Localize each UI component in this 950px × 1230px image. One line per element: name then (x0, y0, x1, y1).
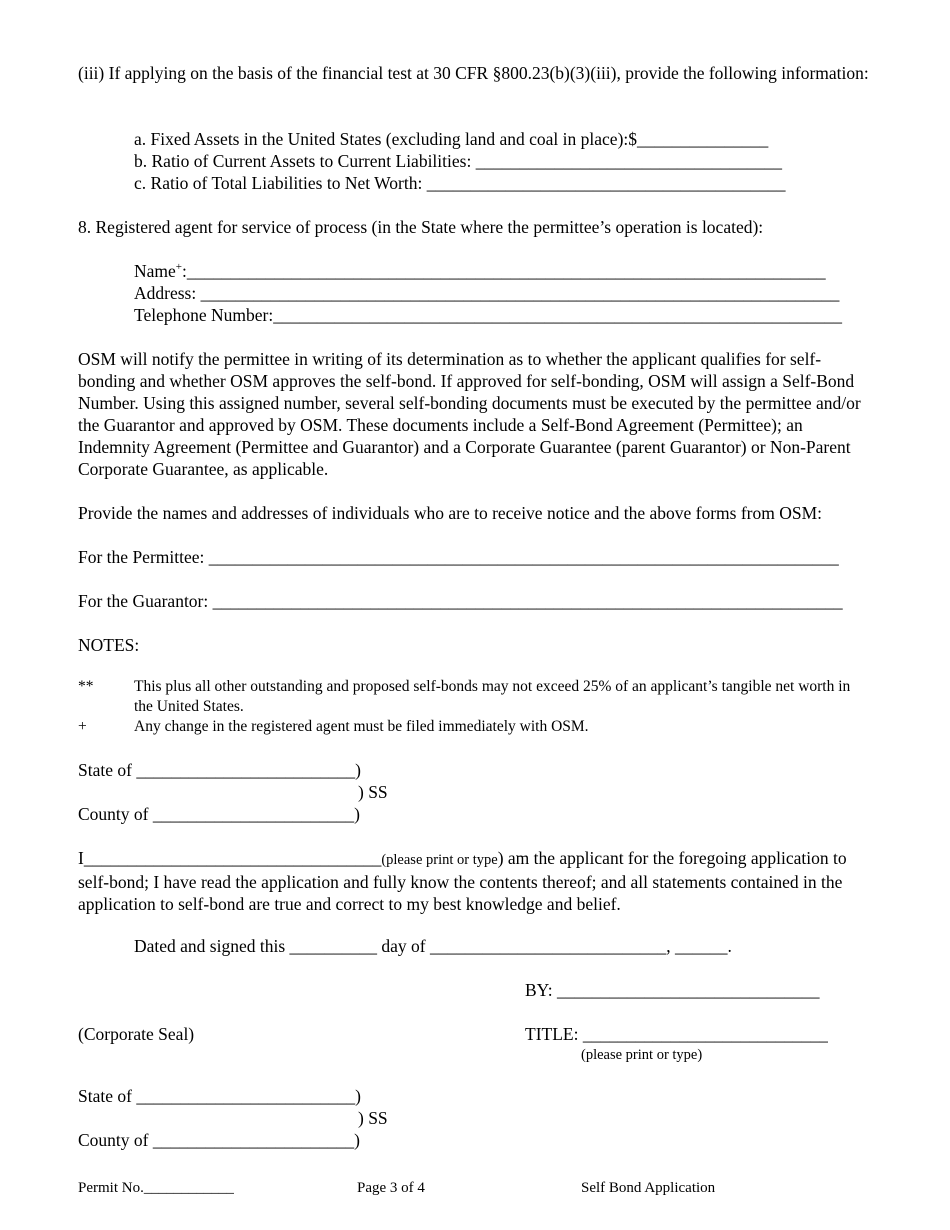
note-marker-2: + (78, 718, 87, 735)
note-text-2: Any change in the registered agent must be filed immediately with OSM. (134, 718, 589, 735)
venue2-county-field[interactable]: County of _______________________) (78, 1130, 360, 1150)
affidavit-text: ) am the applicant for the foregoing application to self-bond; I have read the application and fully know the contents thereof; and all statements contained in the application to self-bond are true and correct to my best knowledge and belief. (78, 848, 847, 914)
agent-name-line: :_________________________________________________________________________ (182, 261, 826, 281)
note-marker-1: ** (78, 678, 94, 695)
agent-name-sup: + (175, 261, 183, 274)
venue1-ss: ) SS (358, 782, 388, 802)
venue2-ss: ) SS (358, 1108, 388, 1128)
affidavit-paragraph (78, 847, 874, 915)
applicant-name-field[interactable]: I__________________________________ (78, 848, 382, 868)
venue1-state-field[interactable]: State of _________________________) (78, 760, 361, 780)
footer-page-number: Page 3 of 4 (357, 1180, 425, 1196)
osm-paragraph: OSM will notify the permittee in writing of its determination as to whether the applicant qualifies for self-bonding and whether OSM approves the self-bond. If approved for self-bonding, OSM will assign a Self-Bond Number. Using this assigned number, several self-bonding documents must be executed by the permittee and/or the Guarantor and approved by OSM. These documents include a Self-Bond Agreement (Permittee); an Indemnity Agreement (Permittee and Guarantor) and a Corporate Guarantee (parent Guarantor) or Non-Parent Corporate Guarantee, as applicable. (78, 349, 861, 479)
provide-names-text: Provide the names and addresses of individuals who are to receive notice and the above forms from OSM: (78, 503, 823, 523)
dated-signed-field[interactable]: Dated and signed this __________ day of ___________________________, ______. (134, 936, 732, 956)
item-8-heading: 8. Registered agent for service of process (in the State where the permittee’s operation is located): (78, 217, 764, 237)
agent-name-field[interactable] (134, 260, 826, 282)
current-ratio-field[interactable]: b. Ratio of Current Assets to Current Liabilities: ___________________________________ (134, 151, 782, 171)
item-iii-intro: (iii) If applying on the basis of the financial test at 30 CFR §800.23(b)(3)(iii), provide the following information: (78, 63, 869, 83)
footer-doc-title: Self Bond Application (581, 1180, 716, 1196)
note-text-1: This plus all other outstanding and proposed self-bonds may not exceed 25% of an applicant’s tangible net worth in the United States. (134, 678, 851, 715)
corporate-seal-label: (Corporate Seal) (78, 1024, 195, 1044)
notes-heading: NOTES: (78, 635, 140, 655)
fixed-assets-field[interactable]: a. Fixed Assets in the United States (excluding land and coal in place):$_______________ (134, 129, 769, 149)
footer-permit-no: Permit No.____________ (78, 1180, 234, 1196)
title-field[interactable]: TITLE: ____________________________ (525, 1024, 828, 1044)
print-type-note: (please print or type (381, 852, 498, 868)
agent-name-label: Name (134, 261, 176, 281)
by-field[interactable]: BY: ______________________________ (525, 980, 820, 1000)
venue2-state-field[interactable]: State of _________________________) (78, 1086, 361, 1106)
liabilities-networth-field[interactable]: c. Ratio of Total Liabilities to Net Worth: _________________________________________ (134, 173, 786, 193)
title-note: (please print or type) (581, 1047, 703, 1063)
for-permittee-field[interactable]: For the Permittee: ________________________________________________________________________ (78, 547, 839, 567)
agent-telephone-field[interactable]: Telephone Number:_________________________________________________________________ (134, 305, 842, 325)
venue1-county-field[interactable]: County of _______________________) (78, 804, 360, 824)
agent-address-field[interactable]: Address: _________________________________________________________________________ (134, 283, 840, 303)
for-guarantor-field[interactable]: For the Guarantor: ________________________________________________________________________ (78, 591, 843, 611)
